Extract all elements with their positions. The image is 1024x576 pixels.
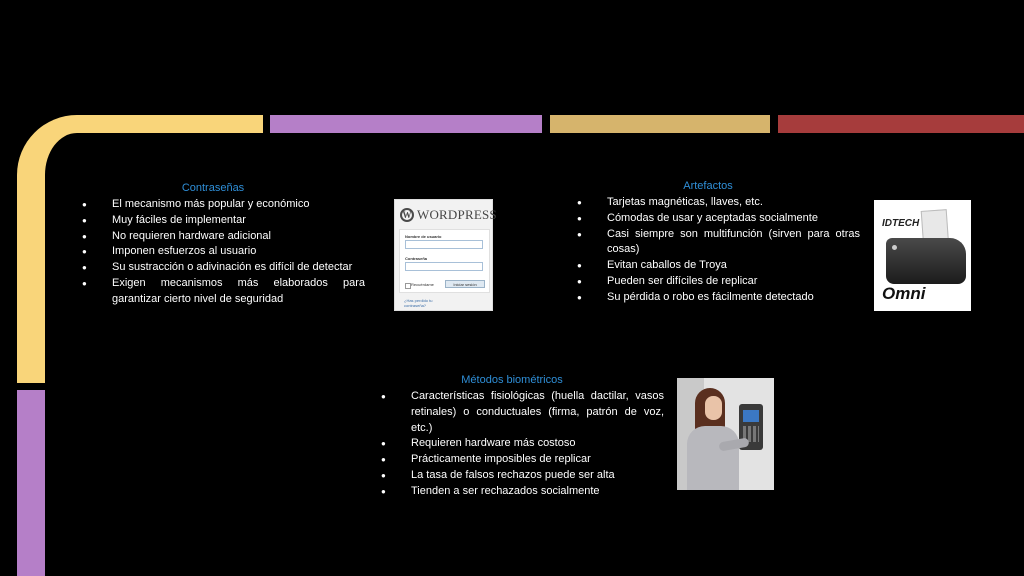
username-field [405,240,483,249]
person-face [705,396,722,420]
biometric-terminal-photo [677,378,774,490]
reader-model: Omni [882,284,926,303]
list-item: ● Evitan caballos de Troya [577,258,860,274]
artefactos-list [577,195,860,306]
forgot-password-link: ¿Has perdido tu contraseña? [404,298,433,308]
list-item: ● Requieren hardware más costoso [381,436,664,452]
artefactos-title: Artefactos [683,180,733,192]
reader-brand: IDTECH [882,218,920,229]
password-field [405,262,483,271]
terminal-screen [743,410,759,422]
list-item: ● Exigen mecanismos más elaborados para garantizar cierto nivel de seguridad [82,276,365,308]
list-item: ● Tienden a ser rechazados socialmente [381,484,664,500]
list-item: ● Tarjetas magnéticas, llaves, etc. [577,195,860,211]
reader-body [886,238,966,284]
frame-bar-tan [550,115,770,133]
list-item: ● No requieren hardware adicional [82,229,365,245]
list-item: ● Su pérdida o robo es fácilmente detectado [577,290,860,306]
person-body [687,426,739,490]
frame-bar-red [778,115,1024,133]
biometricos-title: Métodos biométricos [461,374,563,386]
wordpress-wordmark: WORDPRESS [417,207,497,222]
login-button: Iniciar sesión [445,280,485,288]
list-item: ● Casi siempre son multifunción (sirven para otras cosas) [577,227,860,259]
frame-side-purple [17,390,45,576]
list-item: ● La tasa de falsos rechazos puede ser alta [381,468,664,484]
reader-led-icon [892,245,897,250]
password-label: Contraseña [405,256,428,261]
wordpress-login-panel [399,229,490,293]
username-label: Nombre de usuario [405,234,442,239]
list-item: ● Características fisiológicas (huella dactilar, vasos retinales) o conductuales (firma, patrón de voz, etc.) [381,389,664,436]
biometricos-list [381,389,664,500]
list-item: ● Muy fáciles de implementar [82,213,365,229]
contrasenas-list [82,197,365,308]
contrasenas-title: Contraseñas [181,182,245,194]
list-item: ● Imponen esfuerzos al usuario [82,244,365,260]
wordpress-login-image [394,199,497,311]
remember-label: Recuérdame [411,282,434,287]
list-item: ● Su sustracción o adivinación es difícil de detectar [82,260,365,276]
list-item: ● Prácticamente imposibles de replicar [381,452,664,468]
card-reader-image [874,200,971,311]
list-item: ● El mecanismo más popular y económico [82,197,365,213]
wordpress-logo-icon: W [400,208,414,222]
frame-bar-purple [270,115,542,133]
list-item: ● Cómodas de usar y aceptadas socialmente [577,211,860,227]
list-item: ● Pueden ser difíciles de replicar [577,274,860,290]
